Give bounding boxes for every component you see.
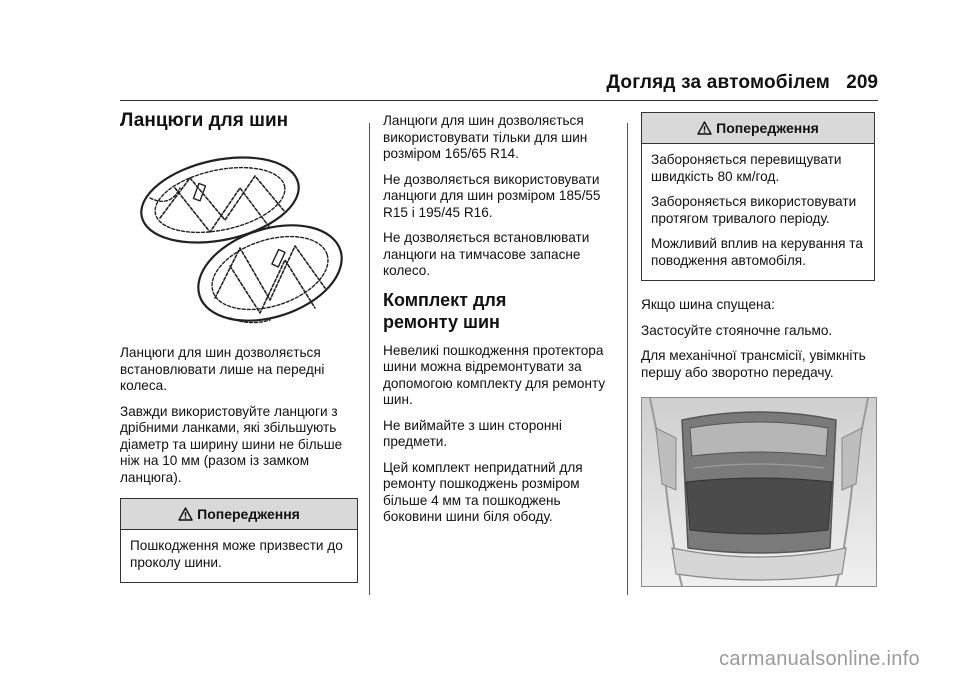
paragraph: Завжди використовуйте ланцюги з дрібними ланками, які збільшують діаметр та ширину шини не більше ніж на 10 мм (разом із замком ланцюга). [120,403,343,485]
left-column [120,110,356,132]
warning-header [121,499,357,530]
paragraph: Не дозволяється встановлювати ланцюги на тимчасове запасне колесо. [383,230,590,278]
warning-text: Пошкодження може призвести до проколу шини. [130,538,343,570]
warning-body [121,530,357,582]
warning-body [642,144,874,280]
warning-text: Забороняється перевищувати швидкість 80 км/год. [651,152,842,184]
paragraph: Не дозволяється використовувати ланцюги для шин розміром 185/55 R15 і 195/45 R16. [383,171,601,220]
paragraph: Якщо шина спущена: [641,297,775,312]
warning-header [642,113,874,144]
right-column [641,112,875,390]
paragraph: Ланцюги для шин дозволяється встановлювати лише на передні колеса. [120,345,325,393]
car-trunk-illustration [641,397,877,587]
page-header-title: Догляд за автомобілем [606,72,830,93]
warning-triangle-icon [178,501,193,531]
middle-column [383,113,619,535]
tire-chains-illustration [120,148,356,333]
paragraph: Цей комплект непридатний для ремонту пошкоджень розміром більше 4 мм та пошкоджень боковини шини біля ободу. [383,459,583,524]
warning-title: Попередження [197,506,300,522]
right-column-body [641,297,875,381]
page-number: 209 [846,72,878,93]
section-heading-tire-chains: Ланцюги для шин [120,110,289,131]
section-heading-tire-repair-kit: Комплект для ремонту шин [383,289,507,332]
left-column-body [120,345,358,583]
column-divider-left [369,123,370,595]
warning-triangle-icon [697,115,712,145]
column-divider-right [627,123,628,595]
paragraph: Застосуйте стояночне гальмо. [641,322,833,338]
header-rule [120,100,878,101]
warning-box-right [641,112,875,281]
paragraph: Ланцюги для шин дозволяється використовувати тільки для шин розміром 165/65 R14. [383,113,588,161]
warning-text: Забороняється використовувати протягом тривалого періоду. [651,194,857,226]
warning-title: Попередження [716,120,819,136]
warning-text: Можливий вплив на керування та поводження автомобіля. [651,236,863,268]
watermark-text: carmanualsonline.info [719,648,920,670]
paragraph: Невеликі пошкодження протектора шини можна відремонтувати за допомогою комплекту для ремонту шин. [383,342,606,407]
warning-box-left [120,498,358,583]
paragraph: Не виймайте з шин сторонні предмети. [383,417,562,449]
paragraph: Для механічної трансмісії, увімкніть першу або зворотно передачу. [641,348,866,380]
